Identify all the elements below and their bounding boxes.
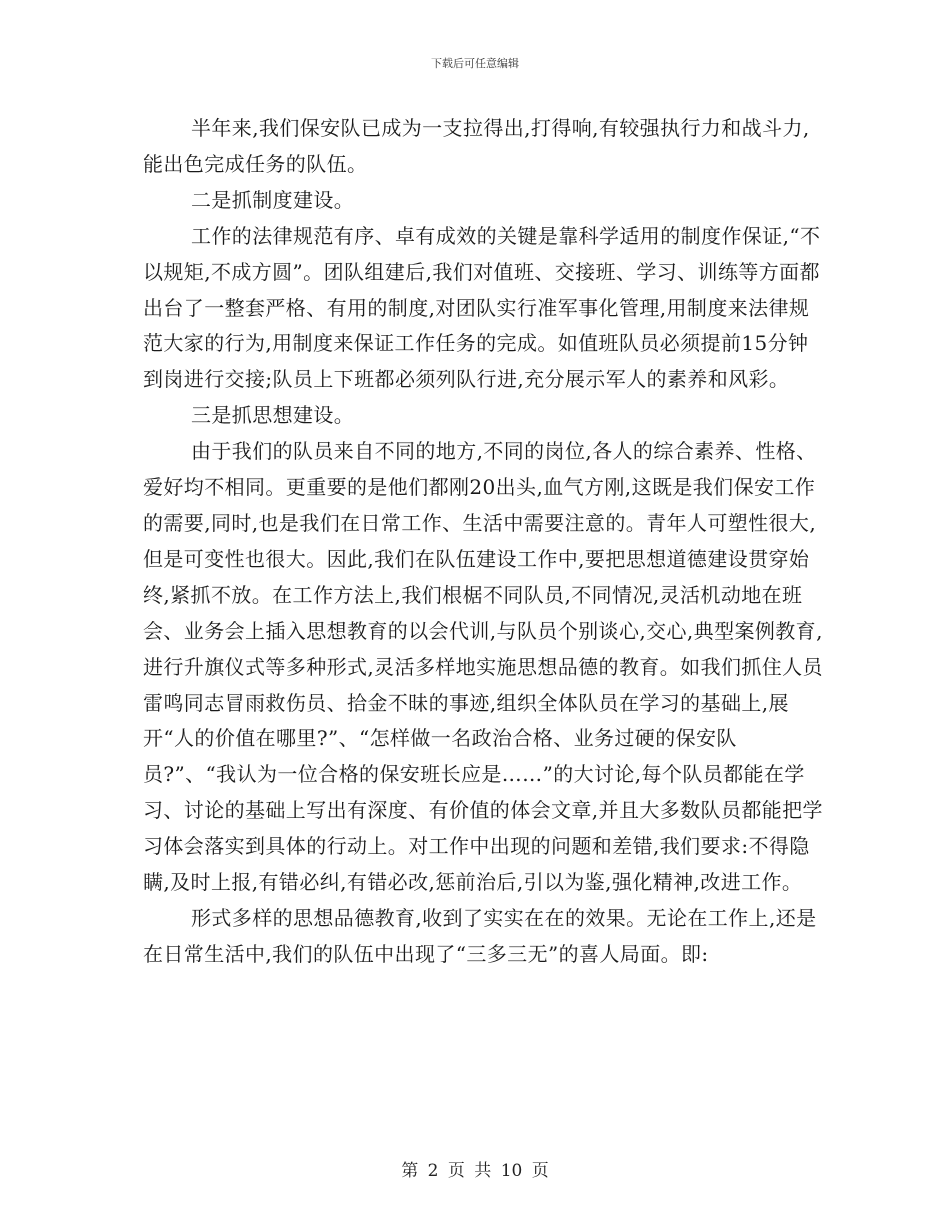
- paragraph-5: 由于我们的队员来自不同的地方,不同的岗位,各人的综合素养、性格、爱好均不相同。更重要的是他们都刚20出头,血气方刚,这既是我们保安工作的需要,同时,也是我们在日常工作、生活中需要注意的。青年人可塑性很大,但是可变性也很大。因此,我们在队伍建设工作中,要把思想道德建设贯穿始终,紧抓不放。在工作方法上,我们根椐不同队员,不同情况,灵活机动地在班会、业务会上插入思想教育的以会代训,与队员个别谈心,交心,典型案例教育,进行升旗仪式等多种形式,灵活多样地实施思想品德的教育。如我们抓住人员雷鸣同志冒雨救伤员、拾金不昧的事迹,组织全体队员在学习的基础上,展开“人的价值在哪里?”、“怎样做一名政治合格、业务过硬的保安队员?”、“我认为一位合格的保安班长应是……”的大讨论,每个队员都能在学习、讨论的基础上写出有深度、有价值的体会文章,并且大多数队员都能把学习体会落实到具体的行动上。对工作中出现的问题和差错,我们要求:不得隐瞒,及时上报,有错必纠,有错必改,惩前治后,引以为鉴,强化精神,改进工作。: [143, 439, 823, 895]
- paragraph-1: 半年来,我们保安队已成为一支拉得出,打得响,有较强执行力和战斗力,能出色完成任务的队伍。: [143, 116, 810, 176]
- document-body: [143, 111, 823, 973]
- paragraph-2: 二是抓制度建设。: [191, 187, 355, 212]
- paragraph-4: 三是抓思想建设。: [191, 403, 355, 428]
- paragraph-3: 工作的法律规范有序、卓有成效的关键是靠科学适用的制度作保证,“不以规矩,不成方圆”。团队组建后,我们对值班、交接班、学习、训练等方面都出台了一整套严格、有用的制度,对团队实行准军事化管理,用制度来法律规范大家的行为,用制度来保证工作任务的完成。如值班队员必须提前15分钟到岗进行交接;队员上下班都必须列队行进,充分展示军人的素养和风彩。: [143, 223, 821, 392]
- page-header: 下载后可任意编辑: [431, 57, 519, 70]
- paragraph-6: 形式多样的思想品德教育,收到了实实在在的效果。无论在工作上,还是在日常生活中,我们的队伍中出现了“三多三无”的喜人局面。即:: [143, 905, 817, 966]
- page-footer: 第 2 页 共 10 页: [401, 1161, 549, 1181]
